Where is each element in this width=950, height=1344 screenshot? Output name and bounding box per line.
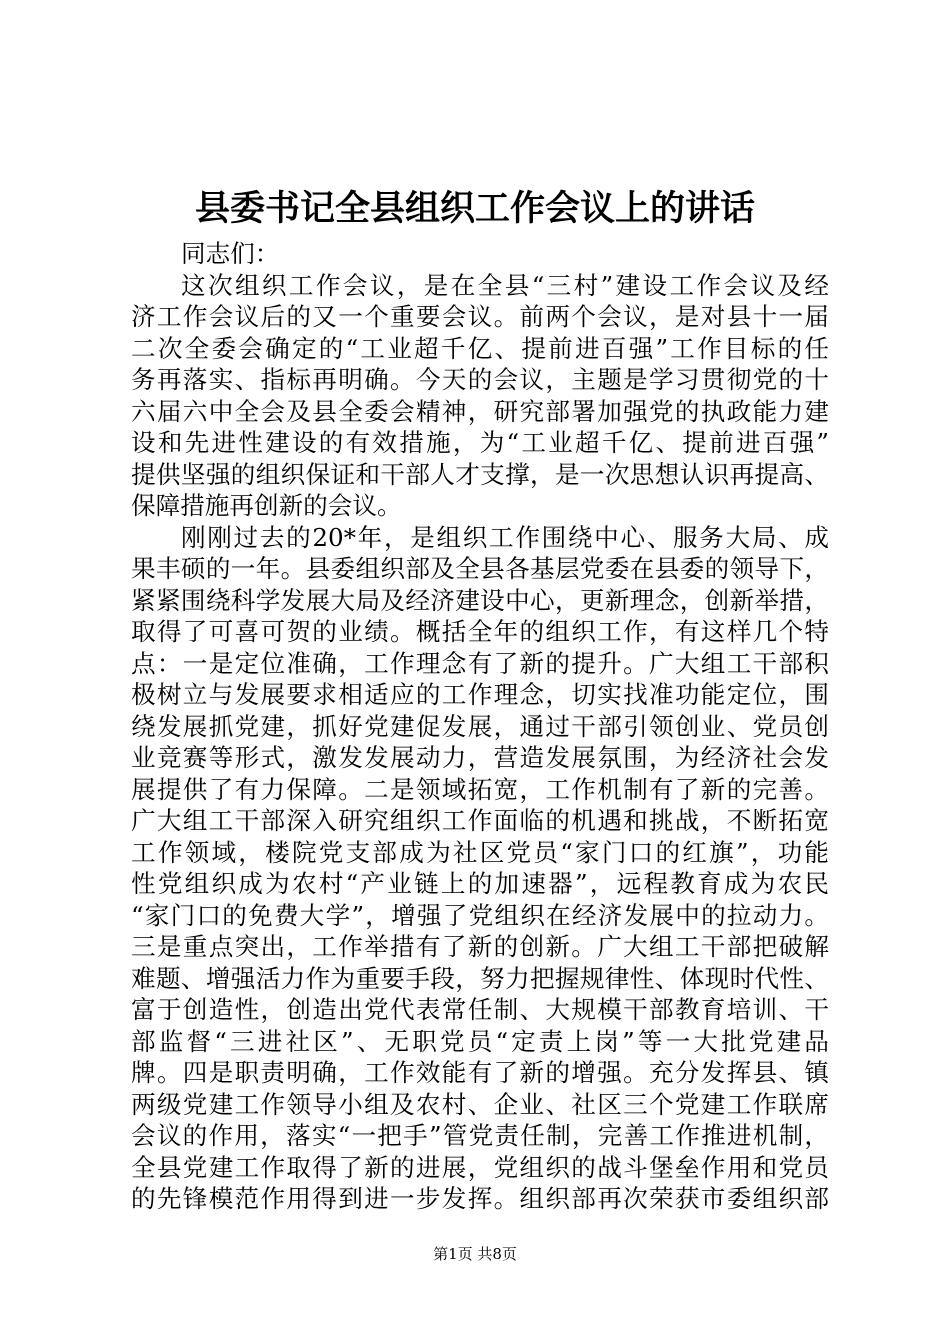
body-line: 广大组工干部深入研究组织工作面临的机遇和挑战，不断拓宽 <box>131 806 829 835</box>
body-line: 紧紧围绕科学发展大局及经济建设中心，更新理念，创新举措， <box>131 585 829 615</box>
body-line: 设和先进性建设的有效措施，为“工业超千亿、提前进百强” <box>131 428 829 457</box>
body-line: 提供坚强的组织保证和干部人才支撑，是一次思想认识再提高、 <box>131 459 829 489</box>
body-line: 的先锋模范作用得到进一步发挥。组织部再次荣获市委组织部 <box>131 1184 829 1213</box>
body-line: 果丰硕的一年。县委组织部及全县各基层党委在县委的领导下， <box>131 554 829 583</box>
body-line: 两级党建工作领导小组及农村、企业、社区三个党建工作联席 <box>131 1089 829 1119</box>
body-line: “家门口的免费大学”，增强了党组织在经济发展中的拉动力。 <box>131 900 829 930</box>
body-line: 绕发展抓党建，抓好党建促发展，通过干部引领创业、党员创 <box>131 711 829 741</box>
body-line: 刚刚过去的20*年，是组织工作围绕中心、服务大局、成 <box>181 522 829 552</box>
body-line: 务再落实、指标再明确。今天的会议，主题是学习贯彻党的十 <box>131 365 829 394</box>
body-line: 工作领域，楼院党支部成为社区党员“家门口的红旗”，功能 <box>131 837 829 867</box>
body-line: 部监督“三进社区”、无职党员“定责上岗”等一大批党建品 <box>131 1026 829 1056</box>
body-line: 六届六中全会及县全委会精神，研究部署加强党的执政能力建 <box>131 396 829 426</box>
body-line: 取得了可喜可贺的业绩。概括全年的组织工作，有这样几个特 <box>131 617 829 646</box>
body-line: 难题、增强活力作为重要手段，努力把握规律性、体现时代性、 <box>131 963 829 993</box>
body-line: 这次组织工作会议，是在全县“三村”建设工作会议及经 <box>181 270 829 300</box>
body-line: 展提供了有力保障。二是领域拓宽，工作机制有了新的完善。 <box>131 774 829 804</box>
body-line: 富于创造性，创造出党代表常任制、大规模干部教育培训、干 <box>131 995 829 1024</box>
document-body <box>131 238 829 1215</box>
body-line: 二次全委会确定的“工业超千亿、提前进百强”工作目标的任 <box>131 333 829 363</box>
body-line: 同志们： <box>181 239 280 268</box>
document-title: 县委书记全县组织工作会议上的讲话 <box>194 188 755 229</box>
body-line: 业竞赛等形式，激发发展动力，营造发展氛围，为经济社会发 <box>131 743 829 772</box>
body-line: 三是重点突出，工作举措有了新的创新。广大组工干部把破解 <box>131 932 829 961</box>
body-line: 全县党建工作取得了新的进展，党组织的战斗堡垒作用和党员 <box>131 1152 829 1182</box>
page-footer: 第1页 共8页 <box>433 1245 517 1263</box>
body-line: 保障措施再创新的会议。 <box>131 491 402 520</box>
body-line: 会议的作用，落实“一把手”管党责任制，完善工作推进机制， <box>131 1121 829 1150</box>
body-line: 牌。四是职责明确，工作效能有了新的增强。充分发挥县、镇 <box>131 1058 829 1087</box>
body-line: 性党组织成为农村“产业链上的加速器”，远程教育成为农民 <box>131 869 829 898</box>
body-line: 济工作会议后的又一个重要会议。前两个会议，是对县十一届 <box>131 302 829 331</box>
body-line: 极树立与发展要求相适应的工作理念，切实找准功能定位，围 <box>131 680 829 709</box>
body-line: 点：一是定位准确，工作理念有了新的提升。广大组工干部积 <box>131 648 829 678</box>
